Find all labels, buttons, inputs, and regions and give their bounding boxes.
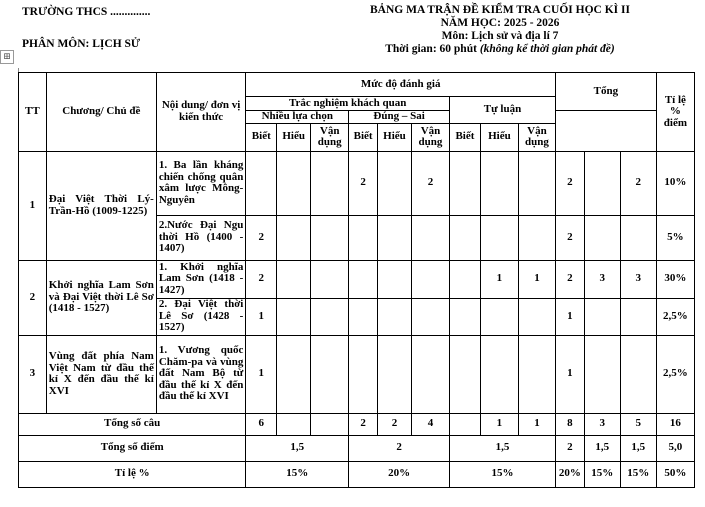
cell: 1,5 — [620, 435, 656, 461]
cell — [277, 260, 311, 298]
cell — [518, 151, 555, 215]
cell: 2 — [555, 151, 584, 215]
cell — [246, 151, 277, 215]
sum-questions-row — [19, 413, 695, 435]
row-content: 1. Vương quốc Chăm-pa và vùng đất Nam Bộ từ đầu thế kỉ X đến đầu thế kỉ XVI — [156, 335, 246, 413]
table-move-handle-icon[interactable]: ⊞ — [0, 50, 14, 64]
time-prefix: Thời gian: 60 phút — [385, 43, 477, 55]
cell: 1 — [480, 413, 518, 435]
cell: 2 — [555, 435, 584, 461]
cell — [311, 260, 349, 298]
cell: 2 — [411, 151, 449, 215]
cell — [450, 215, 481, 260]
cell — [277, 298, 311, 335]
cell — [311, 215, 349, 260]
cell: 1 — [480, 260, 518, 298]
col-essay: Tự luận — [450, 97, 556, 124]
cell — [277, 151, 311, 215]
cell — [518, 335, 555, 413]
cell: 2 — [378, 413, 412, 435]
cell: 2 — [555, 260, 584, 298]
sum-points-label: Tổng số điểm — [19, 435, 246, 461]
table-row — [19, 335, 695, 413]
mcq-vandung: Vận dụng — [311, 123, 349, 151]
cell — [349, 215, 378, 260]
header-left — [22, 6, 150, 50]
cell: 3 — [584, 413, 620, 435]
cell — [378, 335, 412, 413]
header-right — [330, 4, 670, 56]
cell — [620, 335, 656, 413]
row-content: 1. Khởi nghĩa Lam Sơn (1418 - 1427) — [156, 260, 246, 298]
cell: 15% — [620, 461, 656, 487]
cell — [349, 260, 378, 298]
row-tt: 1 — [19, 151, 47, 260]
course-name: Môn: Lịch sử và địa lí 7 — [441, 30, 559, 42]
cell: 1 — [518, 260, 555, 298]
essay-hieu: Hiểu — [480, 123, 518, 151]
col-total: Tổng — [555, 73, 656, 111]
cell — [411, 298, 449, 335]
cell — [480, 335, 518, 413]
cell — [277, 335, 311, 413]
cell: 6 — [246, 413, 277, 435]
row-content: 2.Nước Đại Ngu thời Hồ (1400 - 1407) — [156, 215, 246, 260]
row-chapter: Khởi nghĩa Lam Sơn và Đại Việt thời Lê Sơ (1418 - 1527) — [46, 260, 156, 335]
cell — [584, 298, 620, 335]
cell — [450, 298, 481, 335]
cell — [480, 298, 518, 335]
mcq-hieu: Hiểu — [277, 123, 311, 151]
cell-pct: 2,5% — [656, 298, 694, 335]
cell — [518, 298, 555, 335]
cell: 20% — [555, 461, 584, 487]
row-content: 2. Đại Việt thời Lê Sơ (1428 - 1527) — [156, 298, 246, 335]
cell: 15% — [246, 461, 349, 487]
cell — [277, 413, 311, 435]
ratio-row — [19, 461, 695, 487]
cell: 15% — [450, 461, 556, 487]
cell-pct: 30% — [656, 260, 694, 298]
cell — [378, 215, 412, 260]
cell: 5 — [620, 413, 656, 435]
cell: 1,5 — [584, 435, 620, 461]
cell-pct: 50% — [656, 461, 694, 487]
col-tnkq: Trắc nghiệm khách quan — [246, 97, 450, 111]
cell: 1,5 — [450, 435, 556, 461]
cell: 2 — [620, 151, 656, 215]
cell: 2 — [349, 151, 378, 215]
cell — [620, 298, 656, 335]
mcq-biet: Biết — [246, 123, 277, 151]
sum-points-row — [19, 435, 695, 461]
cell: 1 — [555, 335, 584, 413]
cell: 15% — [584, 461, 620, 487]
cell — [349, 298, 378, 335]
table-row — [19, 260, 695, 298]
cell — [584, 151, 620, 215]
cell — [518, 215, 555, 260]
cell — [411, 215, 449, 260]
col-chapter: Chương/ Chủ đề — [46, 73, 156, 152]
cell: 2 — [246, 215, 277, 260]
ratio-label: Tỉ lệ % — [19, 461, 246, 487]
cell — [277, 215, 311, 260]
cell: 2 — [555, 215, 584, 260]
col-percent: Tỉ lệ % điểm — [656, 73, 694, 152]
col-tf: Đúng – Sai — [349, 111, 450, 124]
cell — [411, 335, 449, 413]
row-content: 1. Ba lần kháng chiến chống quân xâm lược Mông-Nguyên — [156, 151, 246, 215]
cell — [620, 215, 656, 260]
cell — [480, 215, 518, 260]
cell: 4 — [411, 413, 449, 435]
doc-title: BẢNG MA TRẬN ĐỀ KIỂM TRA CUỐI HỌC KÌ II — [370, 4, 630, 16]
cell: 2 — [349, 413, 378, 435]
essay-biet: Biết — [450, 123, 481, 151]
subject-name: PHÂN MÔN: LỊCH SỬ — [22, 38, 141, 50]
row-chapter: Đại Việt Thời Lý-Trần-Hồ (1009-1225) — [46, 151, 156, 260]
cell: 1 — [246, 335, 277, 413]
exam-time — [330, 43, 670, 56]
school-name: TRƯỜNG THCS .............. — [22, 6, 151, 18]
matrix-table — [18, 72, 695, 488]
cell: 20% — [349, 461, 450, 487]
tf-biet: Biết — [349, 123, 378, 151]
cell — [450, 260, 481, 298]
tf-vandung: Vận dụng — [411, 123, 449, 151]
cell: 3 — [620, 260, 656, 298]
cell-pct: 5,0 — [656, 435, 694, 461]
cell-pct: 5% — [656, 215, 694, 260]
cell — [378, 151, 412, 215]
cell: 2 — [349, 435, 450, 461]
cell: 1,5 — [246, 435, 349, 461]
cell — [349, 335, 378, 413]
row-tt: 2 — [19, 260, 47, 335]
cell-pct: 16 — [656, 413, 694, 435]
total-spacer — [555, 111, 656, 152]
cell — [450, 151, 481, 215]
cell — [450, 335, 481, 413]
cell — [584, 335, 620, 413]
cell-pct: 10% — [656, 151, 694, 215]
col-mcq: Nhiều lựa chọn — [246, 111, 349, 124]
cell — [584, 215, 620, 260]
cell: 1 — [518, 413, 555, 435]
cell — [311, 335, 349, 413]
sum-questions-label: Tổng số câu — [19, 413, 246, 435]
row-chapter: Vùng đất phía Nam Việt Nam từ đầu thế kỉ X đến đầu thế kỉ XVI — [46, 335, 156, 413]
cell: 1 — [246, 298, 277, 335]
cell — [311, 151, 349, 215]
cell: 8 — [555, 413, 584, 435]
essay-vandung: Vận dụng — [518, 123, 555, 151]
cell — [311, 298, 349, 335]
cell — [411, 260, 449, 298]
row-tt: 3 — [19, 335, 47, 413]
school-year: NĂM HỌC: 2025 - 2026 — [440, 17, 560, 29]
col-tt: TT — [19, 73, 47, 152]
cell — [480, 151, 518, 215]
table-row — [19, 151, 695, 215]
time-note: (không kể thời gian phát đề) — [479, 43, 615, 55]
col-level: Mức độ đánh giá — [246, 73, 556, 97]
cell: 1 — [555, 298, 584, 335]
cell-pct: 2,5% — [656, 335, 694, 413]
cell — [378, 298, 412, 335]
cell — [311, 413, 349, 435]
cell — [378, 260, 412, 298]
tf-hieu: Hiểu — [378, 123, 412, 151]
col-content: Nội dung/ đơn vị kiến thức — [156, 73, 246, 152]
cell — [450, 413, 481, 435]
cell: 3 — [584, 260, 620, 298]
cell: 2 — [246, 260, 277, 298]
